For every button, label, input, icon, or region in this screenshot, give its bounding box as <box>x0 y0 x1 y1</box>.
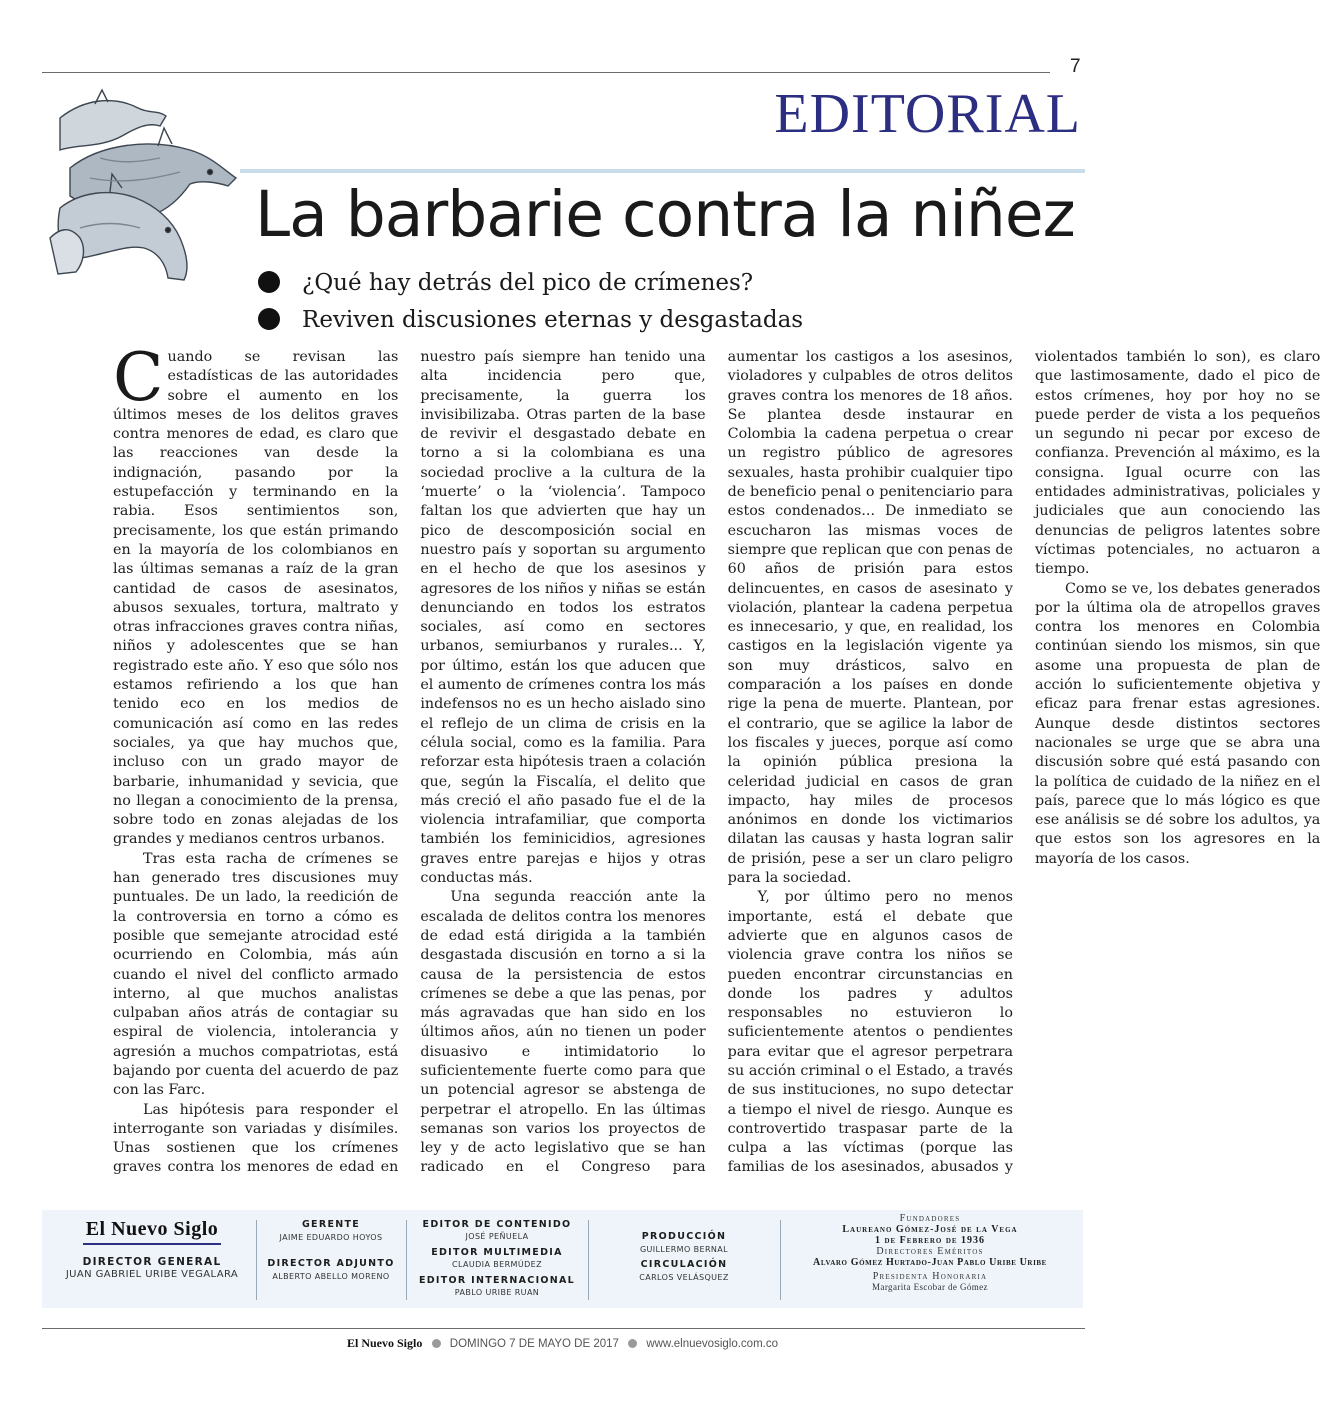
masthead-logo-underline <box>83 1243 221 1245</box>
subhead-1-text: ¿Qué hay detrás del pico de crímenes? <box>302 270 754 296</box>
separator-dot-icon <box>432 1339 441 1348</box>
footer-brand: El Nuevo Siglo <box>347 1336 423 1350</box>
horses-illustration <box>40 88 240 286</box>
masthead-management-block <box>258 1210 404 1308</box>
masthead-editors-block <box>408 1210 586 1308</box>
footer-date: DOMINGO 7 DE MAYO DE 2017 <box>449 1338 619 1350</box>
section-title: EDITORIAL <box>774 83 1081 145</box>
bottom-rule <box>42 1328 1085 1329</box>
title-rule <box>240 169 1085 173</box>
adjunto-name: ALBERTO ABELLO MORENO <box>272 1272 390 1281</box>
contenido-label: EDITOR DE CONTENIDO <box>422 1219 572 1230</box>
fundacion-fecha: 1 de Febrero de 1936 <box>874 1235 986 1246</box>
masthead-production-block <box>590 1210 778 1308</box>
subhead-2-text: Reviven discusiones eternas y desgastadas <box>302 307 804 333</box>
masthead-divider <box>780 1220 781 1300</box>
masthead-logo: El Nuevo Siglo <box>85 1218 219 1240</box>
headline: La barbarie contra la niñez <box>255 178 1075 251</box>
article-paragraph: Como se ve, los debates generados por la última ola de atropellos graves contra los menores en Colombia continúan siendo los mismos, sin que asome una propuesta de plan de acción lo suficientemente objetiva y eficaz para frenar estas agresiones. Aunque desde distintos sectores nacionales se urge que se abra una discusión sobre qué está pasando con la política de cuidado de la niñez en el país, parece que lo más lógico es que ese análisis se dé sobre los adultos, ya que estos son los agresores en la mayoría de los casos. <box>1034 580 1320 867</box>
contenido-name: JOSÉ PEÑUELA <box>465 1232 529 1241</box>
multimedia-label: EDITOR MULTIMEDIA <box>431 1247 563 1258</box>
article-paragraph: Las hipótesis para responder el interrogante son variadas y disímiles. Unas sostienen que los crímenes graves contra los menores de edad en nuestro país siempre han tenido una alta incidencia pero que, precisamente, la guerra los invisibilizaba. Otras parten de la base de revivir el desgastado debate en torno a si la colombiana es una sociedad proclive a la cultura de la ‘muerte’ o la ‘violencia’. Tampoco faltan los que advierten que hay un pico de descomposición social en nuestro país y soportan su argumento en el hecho de que los asesinos y agresores de los niños y niñas se están denunciando en todos los estratos sociales, así como en sectores urbanos, semiurbanos y rurales... Y, por último, están los que aducen que el aumento de crímenes contra los más indefensos no es un hecho aislado sino el reflejo de un clima de crisis en la célula social, como es la familia. Para reforzar esta hipótesis traen a colación que, según la Fiscalía, el delito que más creció el año pasado fue el de la violencia intrafamiliar, que comporta también los feminicidios, agresiones graves entre parejas e hijos y otras conductas más. <box>113 349 706 1176</box>
masthead-divider <box>588 1220 589 1300</box>
internacional-name: PABLO URIBE RUAN <box>454 1288 540 1297</box>
bullet-icon <box>258 308 280 330</box>
emeritos-names: Alvaro Gómez Hurtado-Juan Pablo Uribe Uribe <box>813 1257 1047 1268</box>
bullet-icon <box>258 271 280 293</box>
circulacion-label: CIRCULACIÓN <box>640 1259 728 1270</box>
fundadores-names: Laureano Gómez-José de la Vega <box>842 1224 1018 1235</box>
multimedia-name: CLAUDIA BERMÚDEZ <box>451 1260 543 1269</box>
dropcap: C <box>113 339 164 416</box>
page-footer <box>0 1336 1125 1351</box>
separator-dot-icon <box>628 1339 637 1348</box>
article-paragraph: Una segunda reacción ante la escalada de delitos contra los menores de edad está dirigida a la también desgastada discusión en torno a si la causa de la persistencia de estos crímenes se debe a que las penas, por más agravadas que han sido en los últimos años, aún no tienen un poder disuasivo e intimidatorio lo suficientemente fuerte como para que un potencial agresor se abstenga de perpetrar el atropello. En las últimas semanas son varios los proyectos de ley y de acto legislativo que se han radicado en el Congreso para aumentar los castigos a los asesinos, violadores y culpables de otros delitos graves contra los menores de 18 años. Se plantea desde instaurar en Colombia la cadena perpetua o crear un registro público de agresores sexuales, hasta prohibir cualquier tipo de beneficio penal o penitenciario para estos condenados... De inmediato se escucharon las mismas voces de siempre que replican que con penas de 60 años de prisión para estos delincuentes, en casos de asesinato y violación, plantear la cadena perpetua es innecesario, y que, en realidad, los castigos en la legislación vigente ya son muy drásticos, salvo en comparación a los países en donde rige la pena de muerte. Plantean, por el contrario, que se agilice la labor de los fiscales y jueces, porque así como la opinión pública presiona la celeridad judicial en casos de gran impacto, hay miles de procesos anónimos en donde los victimarios dilatan las causas y hasta logran salir de prisión, pese a ser un claro peligro para la sociedad. <box>420 349 1013 1176</box>
circulacion-name: CARLOS VELÁSQUEZ <box>639 1273 729 1282</box>
emeritos-label: Directores Eméritos <box>876 1246 984 1257</box>
gerente-label: GERENTE <box>301 1219 361 1230</box>
article-body <box>113 339 1320 1194</box>
internacional-label: EDITOR INTERNACIONAL <box>418 1275 576 1286</box>
page-number: 7 <box>1070 56 1081 77</box>
masthead-founders-block <box>782 1210 1078 1308</box>
masthead-box <box>42 1210 1083 1308</box>
masthead-divider <box>256 1220 257 1300</box>
footer-website[interactable]: www.elnuevosiglo.com.co <box>646 1338 778 1350</box>
article-paragraph: Tras esta racha de crímenes se han generado tres discusiones muy puntuales. De un lado, la reedición de la controversia en torno a cómo es posible que semejante atrocidad esté ocurriendo en Colombia, más aún cuando el nivel del conflicto armado interno, al que muchos analistas culpaban años atrás de contagiar su espiral de violencia, intolerancia y agresión a muchos compatriotas, está bajando por cuenta del acuerdo de paz con las Farc. <box>113 850 399 1099</box>
subhead-1 <box>258 270 753 296</box>
produccion-name: GUILLERMO BERNAL <box>639 1245 729 1254</box>
honoraria-label: Presidenta Honoraria <box>872 1271 988 1282</box>
fundadores-label: Fundadores <box>899 1213 961 1224</box>
article-paragraph <box>113 339 399 850</box>
director-label: DIRECTOR GENERAL <box>82 1256 222 1268</box>
gerente-name: JAIME EDUARDO HOYOS <box>279 1233 383 1242</box>
subhead-2 <box>258 307 803 333</box>
article-paragraph: Y, por último pero no menos importante, está el debate que advierte que en algunos casos de violencia grave contra los niños se pueden encontrar circunstancias en donde los padres y adultos responsables no estuvieron lo suficientemente atentos o pendientes para evitar que el agresor perpetrara su acción criminal o el Estado, a través de sus instituciones, no supo detectar a tiempo el nivel de riesgo. Aunque es controvertido traspasar parte de la culpa a las víctimas (porque las familias de los asesinados, abusados y violentados también lo son), es claro que lastimosamente, dado el pico de estos crímenes, hoy por hoy no se puede perder de vista a los pequeños un segundo ni pecar por exceso de confianza. Prevención al máximo, es la consigna. Igual ocurre con las entidades administrativas, policiales y judiciales que aun conociendo las denuncias de peligros latentes sobre víctimas potenciales, no actuaron a tiempo. <box>727 349 1320 1176</box>
produccion-label: PRODUCCIÓN <box>641 1231 727 1242</box>
article-paragraph-text: uando se revisan las estadísticas de las autoridades sobre el aumento en los últimos meses de los delitos graves contra menores de edad, es claro que las reacciones van desde la indignación, pasando por la estupefacción y terminando en la rabia. Esos sentimientos son, precisamente, los que están primando en la mayoría de los colombianos en las últimas semanas a raíz de la gran cantidad de casos de asesinatos, abusos sexuales, tortura, maltrato y otras infracciones graves contra niñas, niños y adolescentes que se han registrado este año. Y eso que sólo nos estamos refiriendo a los que han tenido eco en los medios de comunicación así como en las redes sociales, ya que hay muchos que, incluso con un grado mayor de barbarie, inhumanidad y sevicia, que no llegan a conocimiento de la prensa, sobre todo en zonas alejadas de los grandes y medianos centros urbanos. <box>113 349 399 848</box>
adjunto-label: DIRECTOR ADJUNTO <box>267 1258 395 1269</box>
director-name: JUAN GABRIEL URIBE VEGALARA <box>65 1269 239 1280</box>
masthead-divider <box>406 1220 407 1300</box>
top-rule <box>42 72 1050 73</box>
masthead-director-block <box>52 1210 252 1308</box>
honoraria-name: Margarita Escobar de Gómez <box>872 1282 988 1292</box>
